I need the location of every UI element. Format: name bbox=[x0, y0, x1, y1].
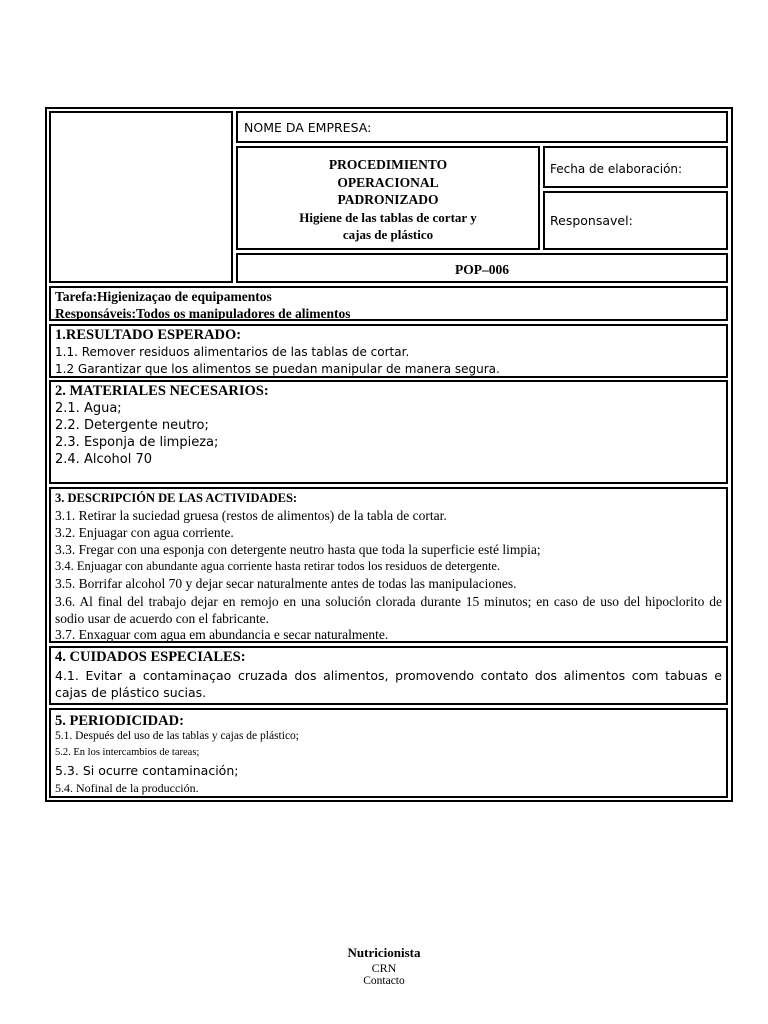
section-3-item-5: 3.5. Borrifar alcohol 70 y dejar secar naturalmente antes de todas las manipulaciones. bbox=[55, 576, 517, 591]
date-box bbox=[543, 146, 728, 188]
logo-box bbox=[49, 111, 233, 283]
responsible-line: Responsáveis:Todos os manipuladores de alimentos bbox=[55, 306, 351, 321]
company-name-box bbox=[236, 111, 728, 143]
task-line: Tarefa:Higienizaçao de equipamentos bbox=[55, 289, 272, 304]
footer-contact: Contacto bbox=[363, 975, 405, 987]
code-box bbox=[236, 253, 728, 283]
document-subtitle-line-1: Higiene de las tablas de cortar y bbox=[299, 210, 477, 225]
section-special-care bbox=[49, 646, 728, 705]
section-5-item-1: 5.1. Después del uso de las tablas y cajas de plástico; bbox=[55, 730, 299, 742]
date-label: Fecha de elaboración: bbox=[550, 162, 683, 176]
document-title-line-2: OPERACIONAL bbox=[337, 175, 439, 190]
footer-nutritionist: Nutricionista bbox=[347, 945, 421, 960]
section-3-item-3: 3.3. Fregar con una esponja con detergente neutro hasta que toda la superficie esté limpia; bbox=[55, 542, 541, 557]
responsible-label: Responsavel: bbox=[550, 213, 633, 228]
section-3-item-6: 3.6. Al final del trabajo dejar en remojo en una solución clorada durante 15 minutos; en caso de uso del hipoclorito de sodio usar de acuerdo con el fabricante. bbox=[55, 594, 722, 626]
section-4-text: 4.1. Evitar a contaminaçao cruzada dos alimentos, promovendo contato dos alimentos com tabuas e cajas de plástico sucias. bbox=[55, 668, 722, 700]
section-1-item-2: 1.2 Garantizar que los alimentos se puedan manipular de manera segura. bbox=[55, 362, 500, 376]
footer-crn: CRN bbox=[371, 961, 397, 975]
section-expected-result bbox=[49, 324, 728, 378]
section-2-item-3: 2.3. Esponja de limpieza; bbox=[55, 435, 219, 450]
section-3-title: 3. DESCRIPCIÓN DE LAS ACTIVIDADES: bbox=[55, 491, 298, 505]
section-1-title: 1.RESULTADO ESPERADO: bbox=[55, 327, 242, 343]
section-2-item-1: 2.1. Agua; bbox=[55, 401, 122, 416]
section-5-title: 5. PERIODICIDAD: bbox=[55, 713, 184, 729]
section-2-item-2: 2.2. Detergente neutro; bbox=[55, 418, 209, 433]
section-5-item-4: 5.4. Nofinal de la producción. bbox=[55, 781, 199, 795]
responsible-box bbox=[543, 191, 728, 250]
section-materials bbox=[49, 380, 728, 484]
pop-code: POP–006 bbox=[455, 262, 509, 277]
document-title-line-3: PADRONIZADO bbox=[337, 192, 439, 207]
section-3-item-4: 3.4. Enjuagar con abundante agua corriente hasta retirar todos los residuos de detergente. bbox=[55, 559, 501, 573]
section-periodicity bbox=[49, 708, 728, 798]
document-subtitle-line-2: cajas de plástico bbox=[342, 227, 434, 242]
section-2-title: 2. MATERIALES NECESARIOS: bbox=[55, 383, 269, 399]
section-3-item-1: 3.1. Retirar la suciedad gruesa (restos de alimentos) de la tabla de cortar. bbox=[55, 508, 447, 523]
section-5-item-3: 5.3. Si ocurre contaminación; bbox=[55, 763, 239, 778]
section-1-item-1: 1.1. Remover residuos alimentarios de las tablas de cortar. bbox=[55, 345, 410, 359]
section-3-item-7: 3.7. Enxaguar com agua em abundancia e secar naturalmente. bbox=[55, 627, 389, 642]
title-box bbox=[236, 146, 540, 250]
section-activities bbox=[49, 487, 728, 643]
document-title-line-1: PROCEDIMIENTO bbox=[328, 157, 448, 172]
section-3-item-2: 3.2. Enjuagar con agua corriente. bbox=[55, 525, 234, 540]
section-2-item-4: 2.4. Alcohol 70 bbox=[55, 452, 153, 467]
company-name-label: NOME DA EMPRESA: bbox=[244, 120, 372, 135]
section-4-title: 4. CUIDADOS ESPECIALES: bbox=[55, 649, 246, 665]
task-box bbox=[49, 286, 728, 321]
section-5-item-2: 5.2. En los intercambios de tareas; bbox=[55, 747, 200, 758]
